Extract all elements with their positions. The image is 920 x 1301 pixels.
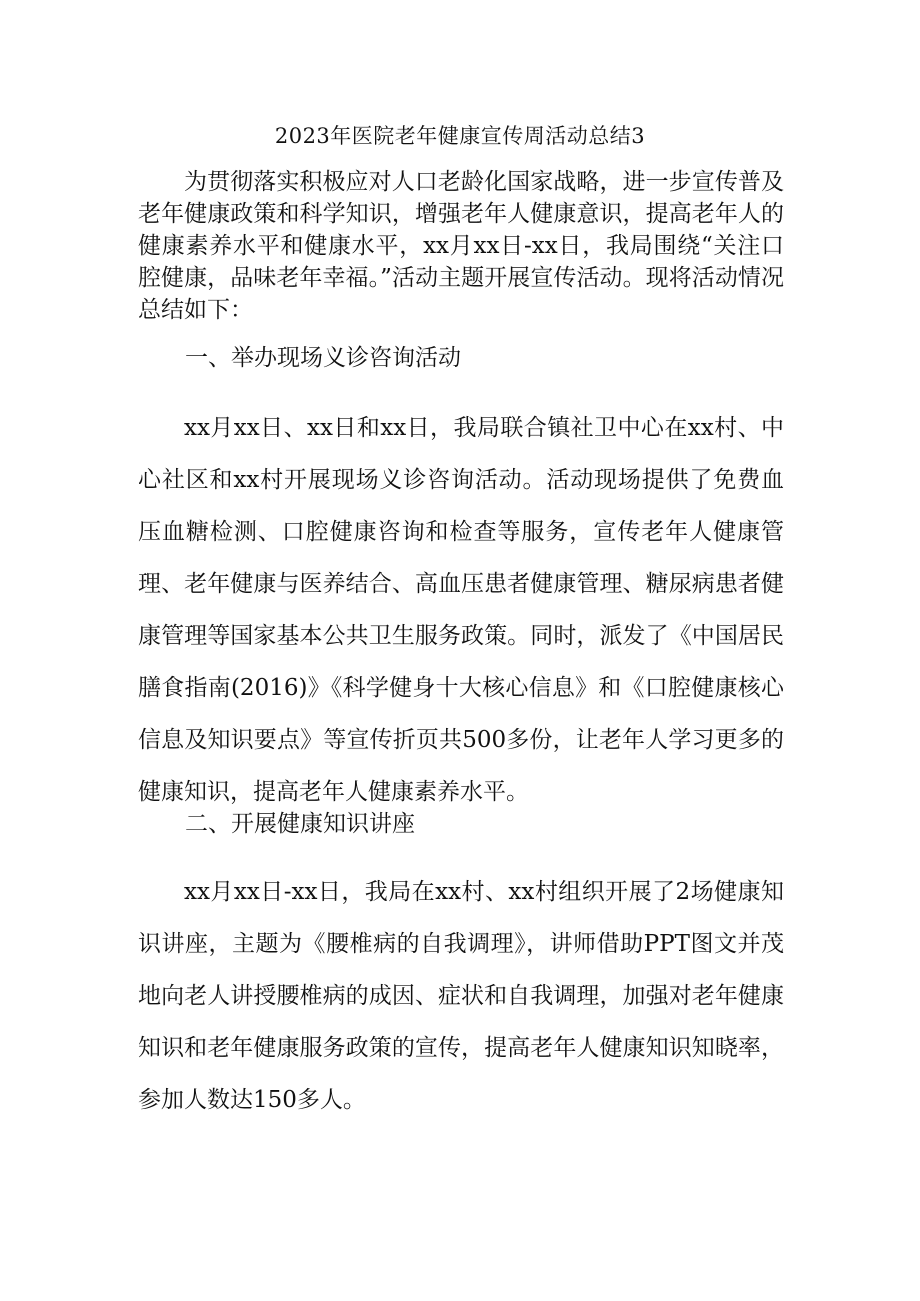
document-title: 2023年医院老年健康宣传周活动总结3 — [274, 124, 646, 148]
section-heading-1: 一、举办现场义诊咨询活动 — [185, 345, 461, 371]
section-body-2: xx月xx日-xx日，我局在xx村、xx村组织开展了2场健康知识讲座，主题为《腰椎病的自我调理》，讲师借助PPT图文并茂地向老人讲授腰椎病的成因、症状和自我调理，加强对老年健康知识和老年健康服务政策的宣传，提高老年人健康知识知晓率，参加人数达150多人。 — [138, 879, 784, 1113]
section-heading-2: 二、开展健康知识讲座 — [185, 811, 415, 837]
intro-paragraph: 为贯彻落实积极应对人口老龄化国家战略，进一步宣传普及老年健康政策和科学知识，增强老年人健康意识，提高老年人的健康素养水平和健康水平，xx月xx日-xx日，我局围绕“关注口腔健康，品味老年幸福。”活动主题开展宣传活动。现将活动情况总结如下： — [138, 169, 784, 323]
section-body-1: xx月xx日、xx日和xx日，我局联合镇社卫中心在xx村、中心社区和xx村开展现场义诊咨询活动。活动现场提供了免费血压血糖检测、口腔健康咨询和检查等服务，宣传老年人健康管理、老年健康与医养结合、高血压患者健康管理、糖尿病患者健康管理等国家基本公共卫生服务政策。同时，派发了《中国居民膳食指南(2016)》《科学健身十大核心信息》和《口腔健康核心信息及知识要点》等宣传折页共500多份，让老年人学习更多的健康知识，提高老年人健康素养水平。 — [138, 415, 784, 805]
